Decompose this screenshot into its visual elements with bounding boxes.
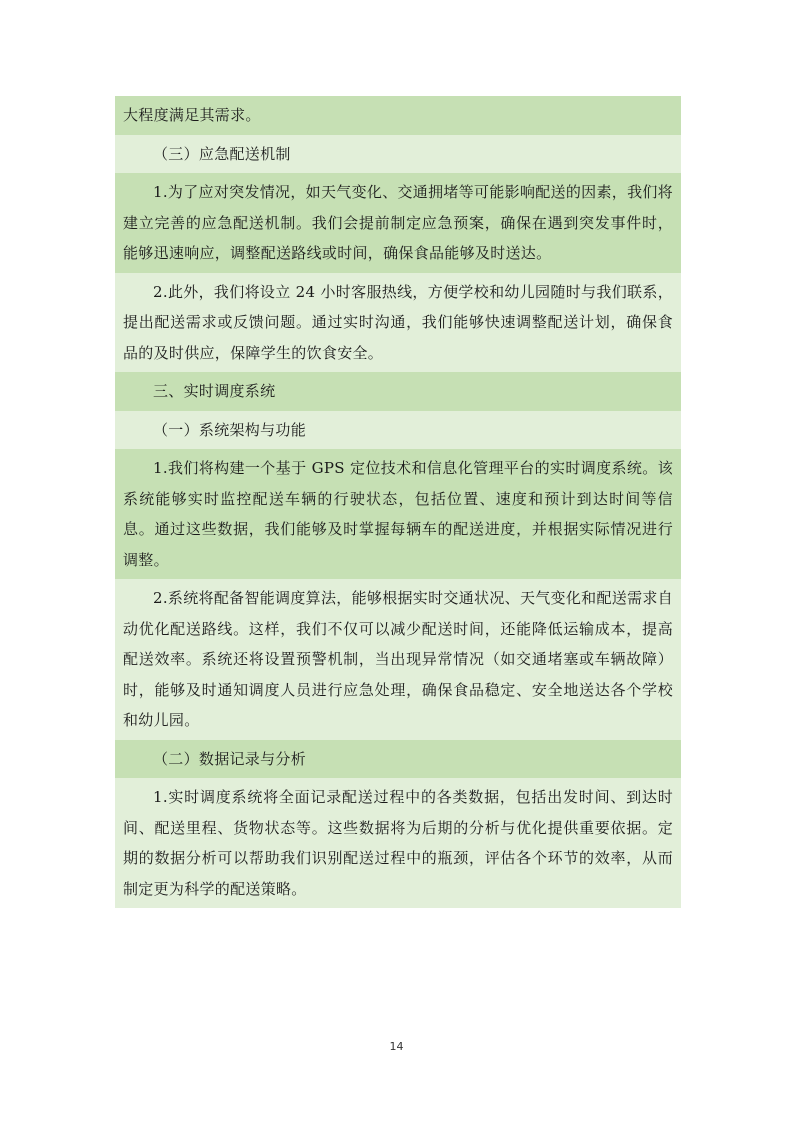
- section-heading-realtime-dispatch: 三、实时调度系统: [115, 372, 681, 411]
- paragraph: 1.我们将构建一个基于 GPS 定位技术和信息化管理平台的实时调度系统。该系统能够实时监控配送车辆的行驶状态，包括位置、速度和预计到达时间等信息。通过这些数据，我们能够及时掌握每辆车的配送进度，并根据实际情况进行调整。: [115, 449, 681, 579]
- paragraph: 2.系统将配备智能调度算法，能够根据实时交通状况、天气变化和配送需求自动优化配送路线。这样，我们不仅可以减少配送时间，还能降低运输成本，提高配送效率。系统还将设置预警机制，当出现异常情况（如交通堵塞或车辆故障）时，能够及时通知调度人员进行应急处理，确保食品稳定、安全地送达各个学校和幼儿园。: [115, 579, 681, 740]
- paragraph: 1.为了应对突发情况，如天气变化、交通拥堵等可能影响配送的因素，我们将建立完善的应急配送机制。我们会提前制定应急预案，确保在遇到突发事件时，能够迅速响应，调整配送路线或时间，确保食品能够及时送达。: [115, 173, 681, 273]
- paragraph: 1.实时调度系统将全面记录配送过程中的各类数据，包括出发时间、到达时间、配送里程、货物状态等。这些数据将为后期的分析与优化提供重要依据。定期的数据分析可以帮助我们识别配送过程中的瓶颈，评估各个环节的效率，从而制定更为科学的配送策略。: [115, 778, 681, 908]
- section-subheading-data-recording: （二）数据记录与分析: [115, 740, 681, 779]
- document-body: [115, 96, 681, 908]
- page-number: 14: [389, 1040, 404, 1053]
- paragraph: 2.此外，我们将设立 24 小时客服热线，方便学校和幼儿园随时与我们联系，提出配送需求或反馈问题。通过实时沟通，我们能够快速调整配送计划，确保食品的及时供应，保障学生的饮食安全。: [115, 273, 681, 373]
- section-subheading-emergency-delivery: （三）应急配送机制: [115, 135, 681, 174]
- section-subheading-system-architecture: （一）系统架构与功能: [115, 411, 681, 450]
- paragraph-continuation: 大程度满足其需求。: [115, 96, 681, 135]
